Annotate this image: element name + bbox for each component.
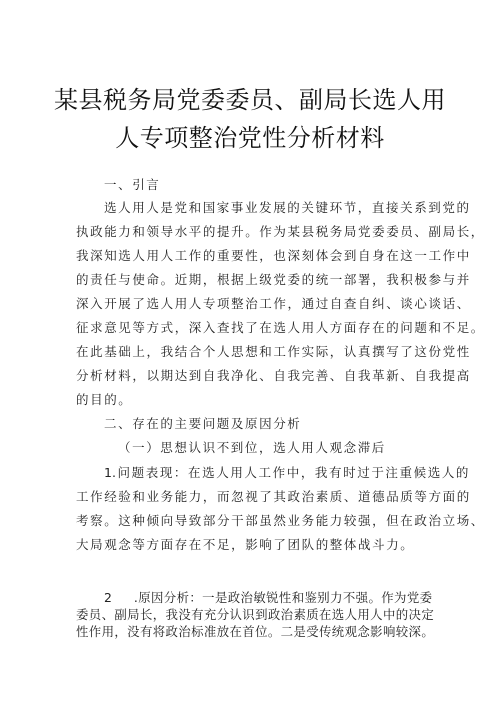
paragraph-line: 考察。这种倾向导致部分干部虽然业务能力较强，但在政治立场、: [76, 513, 485, 528]
item-2-first-line: [104, 588, 440, 606]
subsection-heading: （一）思想认识不到位，选人用人观念滞后: [118, 440, 386, 455]
paragraph-line: 性作用，没有将政治标准放在首位。二是受传统观念影响较深。: [76, 624, 435, 639]
paragraph-line: 我深知选人用人工作的重要性，也深刻体会到自身在这一工作中: [76, 248, 471, 263]
paragraph-line: 在此基础上，我结合个人思想和工作实际，认真撰写了这份党性: [76, 344, 471, 359]
item-2-number: 2: [104, 590, 112, 605]
document-title-line-1: 某县税务局党委委员、副局长选人用: [54, 86, 446, 114]
paragraph-line: 大局观念等方面存在不足，影响了团队的整体战斗力。: [76, 537, 415, 552]
paragraph-line: 的目的。: [76, 392, 133, 407]
paragraph-line: 工作经验和业务能力，而忽视了其政治素质、道德品质等方面的: [76, 489, 471, 504]
document-title-line-2: 人专项整治党性分析材料: [115, 124, 385, 152]
item-2-first-line-text: .原因分析：一是政治敏锐性和鉴别力不强。作为党委: [133, 590, 433, 605]
paragraph-line: 执政能力和领导水平的提升。作为某县税务局党委委员、副局长，: [76, 224, 485, 239]
section-1-heading: 一、引言: [104, 177, 161, 192]
paragraph-line: 深入开展了选人用人专项整治工作，通过自查自纠、谈心谈话、: [76, 296, 471, 311]
paragraph-line: 征求意见等方式，深入查找了在选人用人方面存在的问题和不足。: [76, 320, 485, 335]
item-1-first-line: [104, 463, 471, 481]
section-2-heading: 二、存在的主要问题及原因分析: [104, 416, 302, 431]
paragraph-line: 的责任与使命。近期，根据上级党委的统一部署，我积极参与并: [76, 272, 471, 287]
item-1-number: 1: [104, 465, 112, 480]
item-1-first-line-text: .问题表现：在选人用人工作中，我有时过于注重候选人的: [111, 465, 471, 480]
paragraph-line: 分析材料，以期达到自我净化、自我完善、自我革新、自我提高: [76, 368, 471, 383]
paragraph-line: 选人用人是党和国家事业发展的关键环节，直接关系到党的: [104, 200, 471, 215]
paragraph-line: 委员、副局长，我没有充分认识到政治素质在选人用人中的决定: [76, 607, 435, 622]
